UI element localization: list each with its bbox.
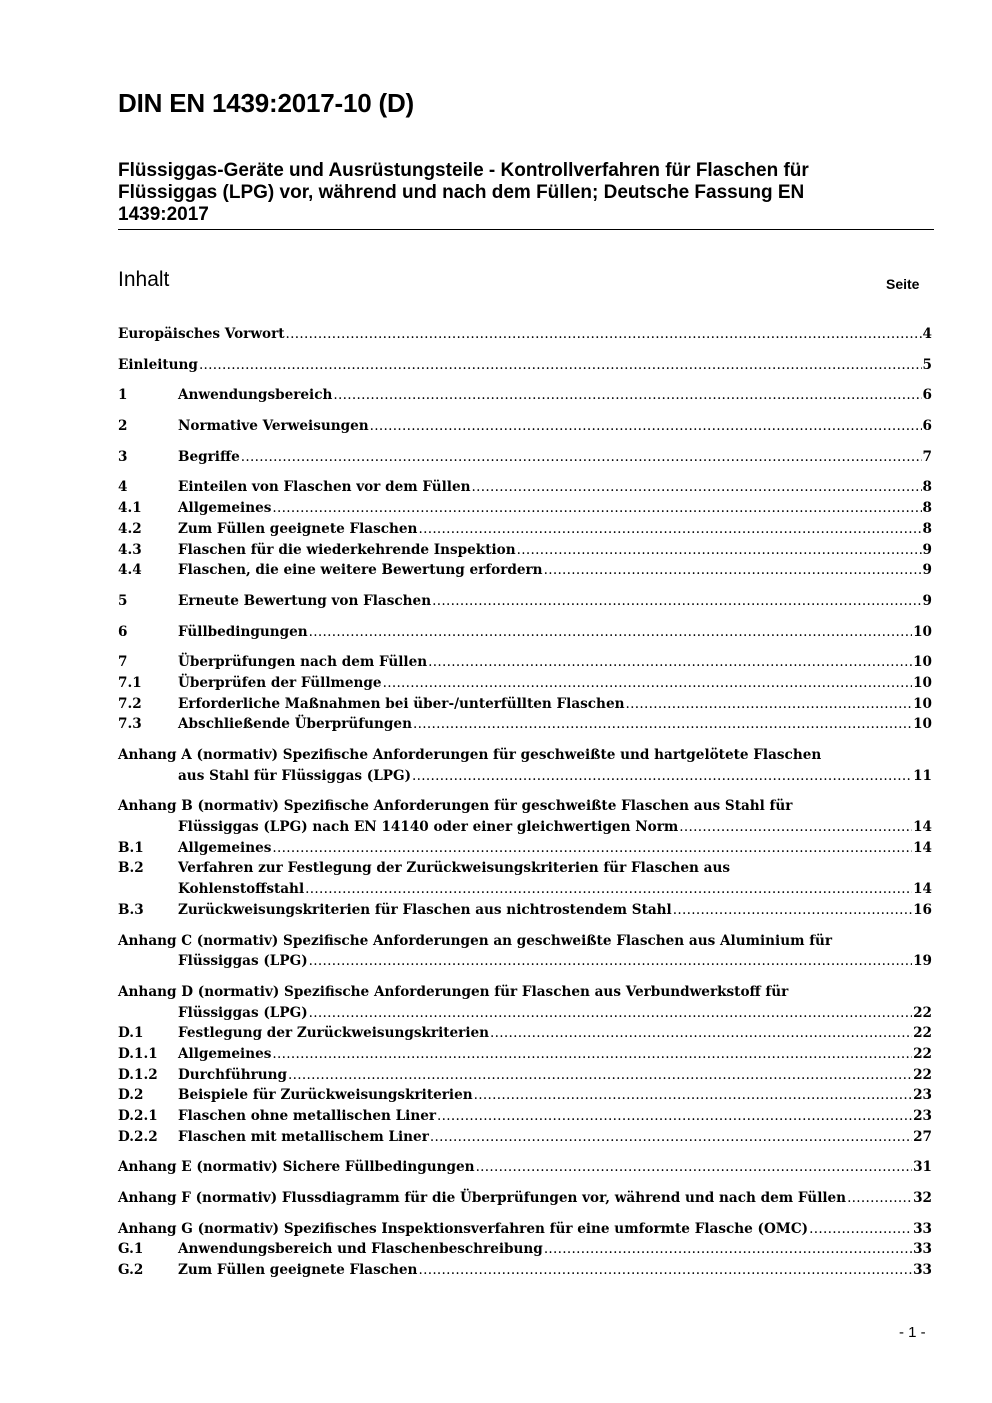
toc-entry-line xyxy=(178,714,932,735)
toc-entry-number: G.2 xyxy=(118,1262,144,1279)
toc-entry-number: D.1.1 xyxy=(118,1045,158,1062)
toc-entry-number: G.1 xyxy=(118,1241,144,1258)
toc-entry-title: Flaschen für die wiederkehrende Inspektion xyxy=(178,541,516,558)
toc-entry-title: Kohlenstoffstahl xyxy=(178,881,305,898)
dot-leader xyxy=(847,1188,912,1209)
toc-entry-title: Flüssiggas (LPG) xyxy=(178,953,308,970)
dot-leader xyxy=(370,416,922,437)
toc-entry[interactable] xyxy=(118,1239,932,1260)
toc-entry-first-line[interactable] xyxy=(118,796,932,817)
toc-entry-page: 8 xyxy=(922,500,932,517)
toc-entry[interactable] xyxy=(118,817,932,838)
toc-entry-page: 6 xyxy=(922,387,932,404)
toc-entry-number: 2 xyxy=(118,418,128,435)
toc-entry-line xyxy=(178,560,932,581)
toc-entry-line xyxy=(178,447,932,468)
toc-entry-page: 22 xyxy=(913,1025,932,1042)
toc-entry[interactable] xyxy=(118,540,932,561)
toc-entry-title: Flaschen mit metallischem Liner xyxy=(178,1128,429,1145)
dot-leader xyxy=(333,385,921,406)
toc-entry[interactable] xyxy=(118,694,932,715)
toc-entry[interactable] xyxy=(118,879,932,900)
toc-entry-page: 27 xyxy=(913,1128,932,1145)
toc-entry-title: Erforderliche Maßnahmen bei über-/unterfüllten Flaschen xyxy=(178,695,625,712)
toc-entry-title: Überprüfen der Füllmenge xyxy=(178,674,382,691)
dot-leader xyxy=(476,1157,913,1178)
toc-entry-title: Anwendungsbereich und Flaschenbeschreibung xyxy=(178,1241,543,1258)
toc-entry[interactable] xyxy=(118,1260,932,1281)
toc-entry-title: Flaschen ohne metallischen Liner xyxy=(178,1108,437,1124)
toc-entry-title: Flüssiggas (LPG) xyxy=(178,1004,308,1021)
toc-entry[interactable] xyxy=(118,447,932,468)
toc-entry-line xyxy=(178,498,932,519)
toc-entry-line xyxy=(178,477,932,498)
dot-leader xyxy=(430,1127,912,1148)
toc-entry-number: D.2.1 xyxy=(118,1108,158,1124)
dot-leader xyxy=(286,324,922,345)
toc-entry-title: Normative Verweisungen xyxy=(178,418,369,435)
toc-entry-first-line[interactable] xyxy=(118,745,932,766)
table-of-contents xyxy=(118,324,932,1281)
toc-entry-title: Festlegung der Zurückweisungskriterien xyxy=(178,1025,490,1042)
toc-entry[interactable] xyxy=(118,355,932,376)
dot-leader xyxy=(679,817,912,838)
toc-entry-number: D.1.2 xyxy=(118,1066,158,1083)
toc-entry-line xyxy=(178,1106,932,1127)
toc-entry[interactable] xyxy=(118,560,932,581)
toc-entry-number: 5 xyxy=(118,592,128,609)
toc-entry-line xyxy=(178,694,932,715)
dot-leader xyxy=(199,355,922,376)
toc-entry-title: Anhang G (normativ) Spezifisches Inspektionsverfahren für eine umformte Flasche (OMC) xyxy=(118,1220,809,1237)
toc-entry-page: 4 xyxy=(922,326,932,342)
toc-entry-line xyxy=(178,900,932,921)
toc-entry-line xyxy=(178,766,932,787)
toc-entry[interactable] xyxy=(118,951,932,972)
toc-entry-number: D.2 xyxy=(118,1087,144,1104)
toc-entry-page: 8 xyxy=(922,520,932,537)
toc-entry[interactable] xyxy=(118,1065,932,1086)
toc-entry-line xyxy=(178,1239,932,1260)
toc-entry-title-line: Verfahren zur Festlegung der Zurückweisungskriterien für Flaschen aus xyxy=(178,860,731,877)
toc-entry[interactable] xyxy=(118,416,932,437)
toc-entry-page: 9 xyxy=(922,592,932,609)
toc-entry-number: 4.1 xyxy=(118,500,142,517)
toc-entry-page: 23 xyxy=(913,1087,932,1104)
toc-entry-title-line: Anhang B (normativ) Spezifische Anforderungen für geschweißte Flaschen aus Stahl für xyxy=(118,798,793,815)
toc-entry-line xyxy=(178,1127,932,1148)
page-column-label: Seite xyxy=(886,276,920,292)
toc-entry-line xyxy=(118,1157,932,1178)
toc-entry-first-line[interactable] xyxy=(118,931,932,952)
toc-entry-line xyxy=(178,951,932,972)
toc-entry[interactable] xyxy=(118,673,932,694)
dot-leader xyxy=(432,591,921,612)
toc-entry[interactable] xyxy=(118,714,932,735)
toc-entry[interactable] xyxy=(118,1188,932,1209)
toc-entry-title-line: Anhang A (normativ) Spezifische Anforderungen für geschweißte und hartgelötete Flaschen xyxy=(118,747,822,763)
toc-entry-page: 33 xyxy=(913,1262,932,1279)
dot-leader xyxy=(809,1219,912,1240)
toc-entry-page: 22 xyxy=(913,1004,932,1021)
toc-entry-title: Beispiele für Zurückweisungskriterien xyxy=(178,1087,473,1104)
toc-entry-line xyxy=(178,1023,932,1044)
toc-entry-number: 4.3 xyxy=(118,541,142,558)
dot-leader xyxy=(544,1239,912,1260)
toc-entry-page: 8 xyxy=(922,479,932,496)
toc-entry-page: 5 xyxy=(922,356,932,373)
toc-entry[interactable] xyxy=(118,1044,932,1065)
toc-entry-number: 3 xyxy=(118,448,128,465)
toc-entry-page: 9 xyxy=(922,562,932,579)
toc-entry-page: 14 xyxy=(913,819,932,836)
toc-entry-title-line: Anhang D (normativ) Spezifische Anforderungen für Flaschen aus Verbundwerkstoff für xyxy=(118,983,789,1000)
toc-entry-title: Flaschen, die eine weitere Bewertung erfordern xyxy=(178,562,543,579)
toc-entry[interactable] xyxy=(118,622,932,643)
toc-entry-page: 23 xyxy=(913,1108,932,1124)
toc-entry[interactable] xyxy=(118,1085,932,1106)
dot-leader xyxy=(309,622,912,643)
toc-entry-line xyxy=(178,591,932,612)
dot-leader xyxy=(272,498,921,519)
dot-leader xyxy=(544,560,922,581)
toc-entry-title: Zurückweisungskriterien für Flaschen aus nichtrostendem Stahl xyxy=(178,901,672,918)
toc-entry-page: 31 xyxy=(913,1159,932,1176)
toc-entry-number: 1 xyxy=(118,387,128,404)
toc-entry-line xyxy=(118,1219,932,1240)
page-number: - 1 - xyxy=(899,1324,926,1341)
toc-entry-page: 14 xyxy=(913,839,932,856)
toc-entry-page: 22 xyxy=(913,1066,932,1083)
toc-entry-title: Füllbedingungen xyxy=(178,623,308,640)
toc-entry-page: 33 xyxy=(913,1220,932,1237)
dot-leader xyxy=(625,694,912,715)
dot-leader xyxy=(472,477,922,498)
toc-entry-line xyxy=(178,1260,932,1281)
toc-entry-page: 10 xyxy=(913,695,932,712)
toc-entry[interactable] xyxy=(118,385,932,406)
toc-entry-first-line[interactable] xyxy=(118,982,932,1003)
title-divider xyxy=(118,229,934,230)
toc-entry-number: D.1 xyxy=(118,1025,144,1042)
toc-entry[interactable] xyxy=(118,766,932,787)
toc-entry-number: D.2.2 xyxy=(118,1128,158,1145)
toc-entry-line xyxy=(178,622,932,643)
toc-entry-title: Allgemeines xyxy=(178,1045,272,1062)
toc-entry-title: Europäisches Vorwort xyxy=(118,326,285,342)
toc-entry-line xyxy=(178,673,932,694)
toc-entry-page: 33 xyxy=(913,1241,932,1258)
dot-leader xyxy=(413,714,912,735)
toc-entry-number: 6 xyxy=(118,623,128,640)
toc-entry-title: Überprüfungen nach dem Füllen xyxy=(178,654,428,671)
dot-leader xyxy=(517,540,922,561)
toc-entry[interactable] xyxy=(118,519,932,540)
toc-heading: Inhalt xyxy=(118,268,170,291)
toc-entry-page: 22 xyxy=(913,1045,932,1062)
toc-entry-line xyxy=(178,519,932,540)
toc-entry-number: 4 xyxy=(118,479,128,496)
document-id: DIN EN 1439:2017-10 (D) xyxy=(118,88,414,118)
toc-entry[interactable] xyxy=(118,477,932,498)
document-title: Flüssiggas-Geräte und Ausrüstungsteile - Kontrollverfahren für Flaschen für Flüssiggas (LPG) vor, während und nach dem Füllen; Deutsche Fassung EN 1439:2017 xyxy=(118,160,809,225)
toc-entry[interactable] xyxy=(118,1127,932,1148)
dot-leader xyxy=(412,766,912,787)
toc-entry-number: 7.3 xyxy=(118,716,142,733)
toc-entry-line xyxy=(118,355,932,376)
toc-entry-line xyxy=(178,1085,932,1106)
toc-entry[interactable] xyxy=(118,1023,932,1044)
dot-leader xyxy=(241,447,922,468)
dot-leader xyxy=(305,879,912,900)
dot-leader xyxy=(428,652,912,673)
dot-leader xyxy=(288,1065,912,1086)
toc-entry-title: Einleitung xyxy=(118,356,198,373)
toc-entry-page: 10 xyxy=(913,623,932,640)
toc-entry-number: 4.4 xyxy=(118,562,142,579)
toc-entry-page: 10 xyxy=(913,674,932,691)
toc-entry[interactable] xyxy=(118,652,932,673)
dot-leader xyxy=(418,519,921,540)
toc-entry-title: Erneute Bewertung von Flaschen xyxy=(178,592,432,609)
toc-entry-title: Zum Füllen geeignete Flaschen xyxy=(178,1262,418,1279)
toc-entry-title: Durchführung xyxy=(178,1066,288,1083)
toc-entry-number: B.1 xyxy=(118,839,144,856)
toc-entry-page: 7 xyxy=(922,448,932,465)
toc-entry-title: Abschließende Überprüfungen xyxy=(178,716,412,733)
toc-entry-title: Anhang E (normativ) Sichere Füllbedingungen xyxy=(118,1159,475,1176)
toc-entry-line xyxy=(178,817,932,838)
toc-entry-page: 19 xyxy=(913,953,932,970)
toc-entry-page: 32 xyxy=(913,1190,932,1207)
dot-leader xyxy=(490,1023,912,1044)
toc-entry-title: Anhang F (normativ) Flussdiagramm für die Überprüfungen vor, während und nach dem Füllen xyxy=(118,1190,847,1207)
toc-entry[interactable] xyxy=(118,1157,932,1178)
toc-entry[interactable] xyxy=(118,591,932,612)
toc-entry-number: 4.2 xyxy=(118,520,142,537)
toc-entry-page: 11 xyxy=(913,767,932,784)
toc-entry-title: Flüssiggas (LPG) nach EN 14140 oder einer gleichwertigen Norm xyxy=(178,819,679,836)
toc-entry[interactable] xyxy=(118,900,932,921)
toc-entry-line xyxy=(118,324,932,345)
dot-leader xyxy=(272,838,912,859)
toc-entry-title: Zum Füllen geeignete Flaschen xyxy=(178,520,418,537)
toc-entry-page: 10 xyxy=(913,716,932,733)
toc-entry-number: 7.1 xyxy=(118,674,142,691)
dot-leader xyxy=(418,1260,912,1281)
dot-leader xyxy=(383,673,913,694)
dot-leader xyxy=(437,1106,912,1127)
toc-entry[interactable] xyxy=(118,1106,932,1127)
toc-entry-page: 10 xyxy=(913,654,932,671)
toc-entry-page: 6 xyxy=(922,418,932,435)
toc-entry-title: Anwendungsbereich xyxy=(178,387,333,404)
toc-entry-page: 14 xyxy=(913,881,932,898)
toc-entry[interactable] xyxy=(118,1219,932,1240)
toc-entry-line xyxy=(178,1065,932,1086)
toc-entry-line xyxy=(178,416,932,437)
dot-leader xyxy=(309,951,912,972)
toc-entry-number: 7.2 xyxy=(118,695,142,712)
toc-entry[interactable] xyxy=(118,1003,932,1024)
toc-entry-line xyxy=(178,1044,932,1065)
toc-entry-number: B.2 xyxy=(118,860,144,877)
toc-entry-line xyxy=(178,879,932,900)
toc-entry-line xyxy=(178,1003,932,1024)
toc-entry-line xyxy=(178,652,932,673)
toc-entry-number: B.3 xyxy=(118,901,144,918)
dot-leader xyxy=(474,1085,912,1106)
toc-entry-title: Allgemeines xyxy=(178,839,272,856)
toc-entry[interactable] xyxy=(118,838,932,859)
toc-entry-title-line: Anhang C (normativ) Spezifische Anforderungen an geschweißte Flaschen aus Aluminium für xyxy=(118,932,833,949)
toc-entry-title: aus Stahl für Flüssiggas (LPG) xyxy=(178,767,412,784)
toc-entry-line xyxy=(118,1188,932,1209)
toc-entry-title: Begriffe xyxy=(178,448,240,465)
toc-entry-line xyxy=(178,540,932,561)
toc-entry-line xyxy=(178,838,932,859)
toc-entry-number: 7 xyxy=(118,654,128,671)
toc-entry-title: Einteilen von Flaschen vor dem Füllen xyxy=(178,479,471,496)
toc-entry-title: Allgemeines xyxy=(178,500,272,517)
dot-leader xyxy=(272,1044,912,1065)
toc-entry-line xyxy=(178,385,932,406)
toc-entry[interactable] xyxy=(118,498,932,519)
dot-leader xyxy=(673,900,912,921)
toc-entry-page: 16 xyxy=(913,901,932,918)
dot-leader xyxy=(309,1003,912,1024)
toc-entry[interactable] xyxy=(118,324,932,345)
toc-entry-first-line[interactable] xyxy=(118,858,932,879)
toc-entry-page: 9 xyxy=(922,541,932,558)
